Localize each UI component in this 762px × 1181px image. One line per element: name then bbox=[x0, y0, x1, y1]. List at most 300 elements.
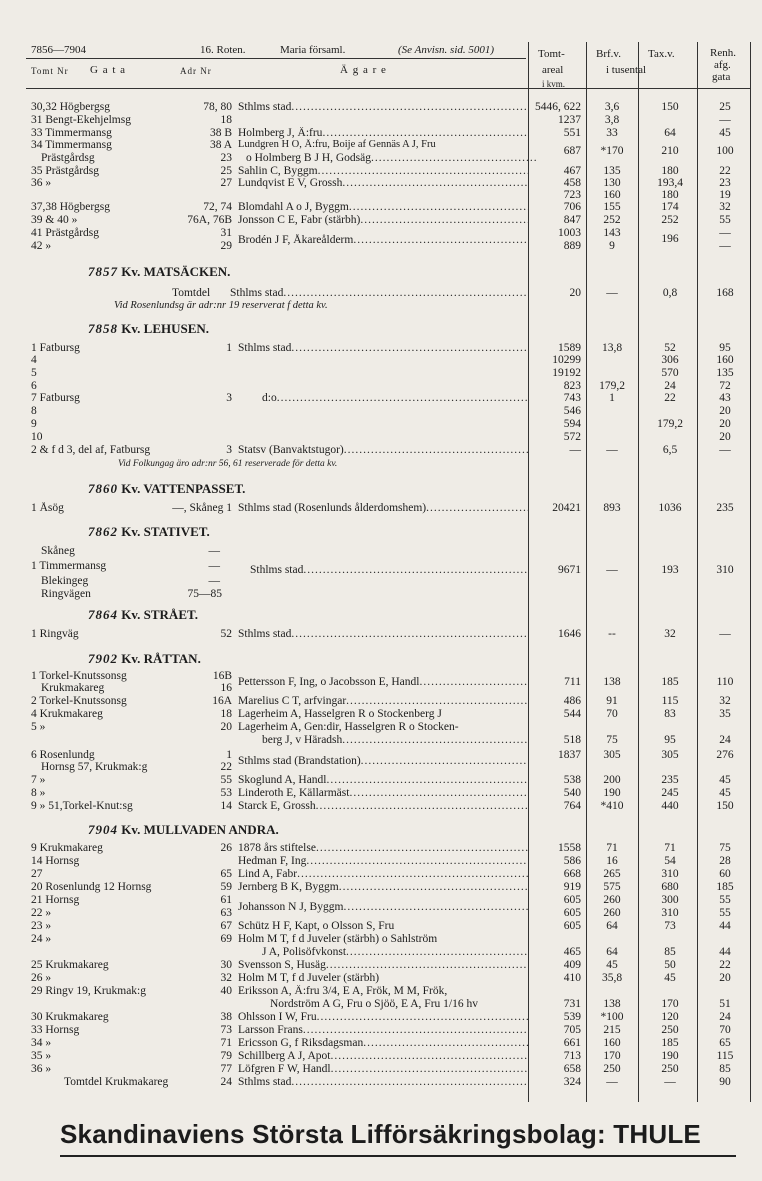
brf-value: 190 bbox=[603, 787, 621, 799]
renh-value: 276 bbox=[716, 749, 734, 761]
brf-value: — bbox=[606, 1076, 618, 1088]
table-row bbox=[0, 101, 762, 113]
brf-value: *410 bbox=[600, 800, 624, 812]
address-number: 3 bbox=[226, 392, 232, 404]
table-row bbox=[0, 560, 762, 576]
col-tomtareal-3: i kvm. bbox=[542, 79, 566, 89]
tax-value: 120 bbox=[661, 1011, 679, 1023]
address-number: 38 A bbox=[209, 139, 232, 151]
owner: Sthlms stad ..... bbox=[238, 101, 528, 113]
address-number: 18 bbox=[220, 708, 232, 720]
street: 1 Ringväg bbox=[31, 628, 79, 640]
street: 31 Bengt-Ekehjelmsg bbox=[31, 114, 131, 126]
address-number: 23 bbox=[220, 152, 232, 164]
renh-value: 20 bbox=[719, 972, 731, 984]
tax-value: 680 bbox=[661, 881, 679, 893]
section-heading bbox=[88, 822, 279, 838]
street: 4 Krukmakareg bbox=[31, 708, 103, 720]
brf-value: *170 bbox=[600, 145, 624, 157]
street: Tomtdel Krukmakareg bbox=[64, 1076, 169, 1088]
address-number: 67 bbox=[220, 920, 232, 932]
brf-value: 200 bbox=[603, 774, 621, 786]
brf-value: 215 bbox=[603, 1024, 621, 1036]
brf-value: 3,8 bbox=[604, 114, 620, 126]
street: 8 bbox=[31, 405, 37, 417]
renh-value: 115 bbox=[716, 1050, 734, 1062]
tomtareal: 467 bbox=[563, 165, 581, 177]
thule-advertisement: Skandinaviens Största Lifförsäkringsbolag: THULE bbox=[60, 1119, 701, 1149]
brf-value: 91 bbox=[606, 695, 618, 707]
owner: Sahlin C, Byggm ..... bbox=[238, 165, 528, 177]
tax-value: 210 bbox=[661, 145, 679, 157]
tomtareal: 458 bbox=[563, 177, 581, 189]
tax-value: 73 bbox=[664, 920, 676, 932]
address-number: 55 bbox=[220, 774, 232, 786]
brf-value: 33 bbox=[606, 127, 618, 139]
section-heading bbox=[88, 607, 198, 623]
owner: Marelius C T, arfvingar ..... bbox=[238, 695, 528, 707]
table-row bbox=[0, 901, 762, 919]
renh-value: 22 bbox=[719, 165, 731, 177]
tomtareal: — bbox=[569, 444, 581, 456]
brf-value: 143 bbox=[603, 227, 621, 239]
street: 9 » 51,Torkel-Knut:sg bbox=[31, 800, 133, 812]
section-title: Kv. MULLVADEN ANDRA. bbox=[121, 822, 279, 837]
owner: d:o ..... bbox=[262, 392, 528, 404]
col-taxv: Tax.v. bbox=[648, 48, 675, 60]
address-number: 25 bbox=[220, 165, 232, 177]
tomtareal: 713 bbox=[563, 1050, 581, 1062]
address-number: 59 bbox=[220, 881, 232, 893]
street: 20 Rosenlundg 12 Hornsg bbox=[31, 881, 152, 893]
address-number: 52 bbox=[220, 628, 232, 640]
brf-value: 130 bbox=[603, 177, 621, 189]
tax-value: 52 bbox=[664, 342, 676, 354]
address-number: 78, 80 bbox=[203, 101, 232, 113]
tomtareal: 572 bbox=[563, 431, 581, 443]
renh-value: 135 bbox=[716, 367, 734, 379]
renh-value: 44 bbox=[719, 946, 731, 958]
col-itusental: i tusental bbox=[606, 64, 647, 76]
tomtareal: 5446, 622 bbox=[535, 101, 581, 113]
street: 35 Prästgårdsg bbox=[31, 165, 100, 177]
owner: Larsson Frans ..... bbox=[238, 1024, 528, 1036]
renh-value: 44 bbox=[719, 920, 731, 932]
table-row bbox=[0, 588, 762, 600]
tax-value: 235 bbox=[661, 774, 679, 786]
table-row bbox=[0, 287, 762, 299]
tax-value: 150 bbox=[661, 101, 679, 113]
tax-value: 115 bbox=[661, 695, 679, 707]
table-row bbox=[0, 444, 762, 456]
owner: Lundqvist E V, Grossh ..... bbox=[238, 177, 528, 189]
owner: Sthlms stad ..... bbox=[238, 628, 528, 640]
renh-value: 100 bbox=[716, 145, 734, 157]
renh-value: 235 bbox=[716, 502, 734, 514]
address-number: 65 bbox=[220, 868, 232, 880]
owner: Schillberg A J, Apot ..... bbox=[238, 1050, 528, 1062]
table-row bbox=[0, 392, 762, 404]
owner: Svensson S, Husäg ..... bbox=[238, 959, 528, 971]
table-row bbox=[0, 545, 762, 557]
brf-value: 260 bbox=[603, 894, 621, 906]
section-number: 7857 bbox=[88, 264, 118, 279]
street: 6 Rosenlundg bbox=[31, 749, 95, 761]
col-tomtareal-1: Tomt- bbox=[538, 48, 565, 60]
address-number: 31 bbox=[220, 227, 232, 239]
brf-value: 138 bbox=[603, 676, 621, 688]
tomtareal: 687 bbox=[563, 145, 581, 157]
section-title: Kv. MATSÄCKEN. bbox=[121, 264, 231, 279]
table-row bbox=[0, 1024, 762, 1036]
owner: Jonsson C E, Fabr (stärbh) ..... bbox=[238, 214, 528, 226]
owner: Holm M T, f d Juveler (stärbh) bbox=[238, 972, 380, 984]
table-row bbox=[0, 787, 762, 799]
brf-value: 3,6 bbox=[604, 101, 620, 113]
street: 37,38 Högbergsg bbox=[31, 201, 111, 213]
col-renh-2: afg. bbox=[714, 59, 731, 71]
section-note: Vid Folkungag äro adr:nr 56, 61 reserverade för detta kv. bbox=[118, 459, 338, 469]
renh-value: 110 bbox=[716, 676, 734, 688]
brf-value: 9 bbox=[609, 240, 615, 252]
street: 1 Åsög bbox=[31, 502, 64, 514]
address-number: 16B bbox=[212, 670, 232, 682]
renh-value: — bbox=[719, 114, 731, 126]
tax-value: 193,4 bbox=[657, 177, 683, 189]
renh-value: 75 bbox=[719, 842, 731, 854]
brf-value: 70 bbox=[606, 708, 618, 720]
brf-value: 75 bbox=[606, 734, 618, 746]
street: Blekingeg bbox=[41, 575, 89, 587]
renh-value: — bbox=[719, 628, 731, 640]
tomtareal: 546 bbox=[563, 405, 581, 417]
brf-value: 64 bbox=[606, 920, 618, 932]
address-number: 40 bbox=[220, 985, 232, 997]
address-number: 76A, 76B bbox=[187, 214, 232, 226]
tomtareal: 1837 bbox=[558, 749, 581, 761]
brf-value: — bbox=[606, 287, 618, 299]
renh-value: 90 bbox=[719, 1076, 731, 1088]
street: 24 » bbox=[31, 933, 52, 945]
table-row bbox=[0, 405, 762, 417]
tax-value: 6,5 bbox=[662, 444, 678, 456]
street: 2 & f d 3, del af, Fatbursg bbox=[31, 444, 151, 456]
owner: Lind A, Fabr ..... bbox=[238, 868, 528, 880]
owner: Sthlms stad (Rosenlunds ålderdomshem) ..... bbox=[238, 502, 528, 514]
table-row bbox=[0, 127, 762, 139]
address-number: 24 bbox=[220, 1076, 232, 1088]
address-number: 29 bbox=[220, 240, 232, 252]
col-adrnr: Adr Nr bbox=[180, 66, 212, 76]
section-heading bbox=[88, 321, 209, 337]
table-row bbox=[0, 761, 762, 773]
address-number: 61 bbox=[220, 894, 232, 906]
tax-value: 174 bbox=[661, 201, 679, 213]
brf-value: 16 bbox=[606, 855, 618, 867]
section-heading bbox=[88, 264, 230, 280]
renh-value: 60 bbox=[719, 868, 731, 880]
tax-value: 310 bbox=[661, 907, 679, 919]
tomtareal: 661 bbox=[563, 1037, 581, 1049]
renh-value: 51 bbox=[719, 998, 731, 1010]
brf-value: 71 bbox=[606, 842, 618, 854]
table-row bbox=[0, 695, 762, 707]
owner: Lagerheim A, Gen:dir, Hasselgren R o Stocken- bbox=[238, 721, 459, 733]
renh-value: 168 bbox=[716, 287, 734, 299]
brf-value: 1 bbox=[609, 392, 615, 404]
tax-value: — bbox=[664, 1076, 676, 1088]
tomtareal: 594 bbox=[563, 418, 581, 430]
street: 34 Timmermansg bbox=[31, 139, 112, 151]
address-number: 75—85 bbox=[187, 588, 222, 600]
owner: Starck E, Grossh ..... bbox=[238, 800, 528, 812]
brf-value: — bbox=[606, 564, 618, 576]
street: 35 » bbox=[31, 1050, 52, 1062]
owner: berg J, v Häradsh ..... bbox=[262, 734, 528, 746]
renh-value: 72 bbox=[719, 380, 731, 392]
renh-value: 24 bbox=[719, 734, 731, 746]
brf-value: 45 bbox=[606, 959, 618, 971]
address-number: 1 bbox=[226, 342, 232, 354]
table-row bbox=[0, 431, 762, 443]
table-row bbox=[0, 985, 762, 997]
brf-value: 260 bbox=[603, 907, 621, 919]
owner: J A, Polisöfvkonst ..... bbox=[262, 946, 528, 958]
brf-value: 179,2 bbox=[599, 380, 625, 392]
tax-value: 170 bbox=[661, 998, 679, 1010]
owner: Sthlms stad ..... bbox=[238, 1076, 528, 1088]
table-row bbox=[0, 998, 762, 1010]
section-number: 7864 bbox=[88, 607, 118, 622]
table-row bbox=[0, 575, 762, 587]
tomtareal: 586 bbox=[563, 855, 581, 867]
table-row bbox=[0, 201, 762, 213]
section-title: Kv. STATIVET. bbox=[121, 524, 210, 539]
tomtareal: 538 bbox=[563, 774, 581, 786]
tomtareal: 410 bbox=[563, 972, 581, 984]
address-number: 26 bbox=[220, 842, 232, 854]
address-number: 38 bbox=[220, 1011, 232, 1023]
table-row bbox=[0, 367, 762, 379]
table-row bbox=[0, 502, 762, 514]
tax-value: 305 bbox=[661, 749, 679, 761]
renh-value: 32 bbox=[719, 695, 731, 707]
renh-value: 35 bbox=[719, 708, 731, 720]
tax-value: 0,8 bbox=[662, 287, 678, 299]
tax-value: 300 bbox=[661, 894, 679, 906]
header-note: (Se Anvisn. sid. 5001) bbox=[398, 44, 495, 56]
tomtareal: 1558 bbox=[558, 842, 581, 854]
renh-value: 25 bbox=[719, 101, 731, 113]
tomtareal: 919 bbox=[563, 881, 581, 893]
renh-value: 85 bbox=[719, 1063, 731, 1075]
tax-value: 50 bbox=[664, 959, 676, 971]
street: 14 Hornsg bbox=[31, 855, 80, 867]
table-row bbox=[0, 721, 762, 733]
header-top-rule bbox=[26, 58, 526, 59]
table-row bbox=[0, 152, 762, 164]
tomtareal: 324 bbox=[563, 1076, 581, 1088]
tomtareal: 1003 bbox=[558, 227, 581, 239]
section-number: 7904 bbox=[88, 822, 118, 837]
section-number: 7862 bbox=[88, 524, 118, 539]
table-row bbox=[0, 342, 762, 354]
street: 26 » bbox=[31, 972, 52, 984]
table-row bbox=[0, 177, 762, 189]
brf-value: 250 bbox=[603, 1063, 621, 1075]
table-row bbox=[0, 868, 762, 880]
tomtareal: 823 bbox=[563, 380, 581, 392]
table-row bbox=[0, 165, 762, 177]
owner: Holmberg J, Ä:fru ..... bbox=[238, 127, 528, 139]
tax-value: 180 bbox=[661, 189, 679, 201]
brf-value: — bbox=[606, 444, 618, 456]
tax-value: 24 bbox=[664, 380, 676, 392]
tax-value: 1036 bbox=[658, 502, 682, 514]
table-row bbox=[0, 708, 762, 720]
tax-value: 250 bbox=[661, 1063, 679, 1075]
address-number: 22 bbox=[220, 761, 232, 773]
tomtareal: 711 bbox=[564, 676, 581, 688]
tomtareal: 723 bbox=[563, 189, 581, 201]
renh-value: 150 bbox=[716, 800, 734, 812]
table-row bbox=[0, 959, 762, 971]
table-row bbox=[0, 933, 762, 945]
owner: Statsv (Banvaktstugor) ..... bbox=[238, 444, 528, 456]
col-gata: G a t a bbox=[90, 64, 127, 76]
owner: Lundgren H O, Ä:fru, Boije af Gennäs A J, Fru bbox=[238, 139, 436, 150]
col-renh-1: Renh. bbox=[710, 47, 736, 59]
address-number: 27 bbox=[220, 177, 232, 189]
address-number: 30 bbox=[220, 959, 232, 971]
tax-value: 570 bbox=[661, 367, 679, 379]
street: 36 » bbox=[31, 1063, 52, 1075]
street: 27 bbox=[31, 868, 43, 880]
tomtareal: 668 bbox=[563, 868, 581, 880]
street: Krukmakareg bbox=[41, 682, 105, 694]
renh-value: 20 bbox=[719, 431, 731, 443]
renh-value: 70 bbox=[719, 1024, 731, 1036]
address-number: 18 bbox=[220, 114, 232, 126]
street: 9 bbox=[31, 418, 37, 430]
brf-value: 64 bbox=[606, 946, 618, 958]
renh-value: 22 bbox=[719, 959, 731, 971]
tax-value: 193 bbox=[661, 564, 679, 576]
brf-value: 265 bbox=[603, 868, 621, 880]
parish: Maria församl. bbox=[280, 44, 346, 56]
renh-value: 23 bbox=[719, 177, 731, 189]
street: 33 Hornsg bbox=[31, 1024, 80, 1036]
street: Prästgårdsg bbox=[41, 152, 95, 164]
tax-value: 32 bbox=[664, 628, 676, 640]
address-number: 71 bbox=[220, 1037, 232, 1049]
owner: Sthlms stad (Brandstation) ..... bbox=[238, 755, 528, 767]
street: 21 Hornsg bbox=[31, 894, 80, 906]
owner: Sthlms stad ..... bbox=[250, 564, 528, 576]
district: 16. Roten. bbox=[200, 44, 246, 56]
tomtareal: 20 bbox=[569, 287, 581, 299]
renh-value: 45 bbox=[719, 774, 731, 786]
section-title: Kv. STRÅET. bbox=[121, 607, 198, 622]
brf-value: 155 bbox=[603, 201, 621, 213]
address-number: 32 bbox=[220, 972, 232, 984]
table-row bbox=[0, 114, 762, 126]
section-heading bbox=[88, 481, 245, 497]
owner: Linderoth E, Källarmäst ..... bbox=[238, 787, 528, 799]
table-row bbox=[0, 842, 762, 854]
tomtareal: 409 bbox=[563, 959, 581, 971]
table-row bbox=[0, 800, 762, 812]
table-row bbox=[0, 1037, 762, 1049]
street: 10 bbox=[31, 431, 43, 443]
address-number: 20 bbox=[220, 721, 232, 733]
table-row bbox=[0, 354, 762, 366]
owner: Nordström A G, Fru o Sjöö, E A, Fru 1/16 hv bbox=[270, 998, 478, 1010]
section-number: 7902 bbox=[88, 651, 118, 666]
brf-value: 575 bbox=[603, 881, 621, 893]
table-row bbox=[0, 881, 762, 893]
renh-value: 28 bbox=[719, 855, 731, 867]
col-agare: Ä g a r e bbox=[340, 64, 387, 76]
brf-value: 160 bbox=[603, 189, 621, 201]
table-row bbox=[0, 628, 762, 640]
col-tomtnr: Tomt Nr bbox=[31, 66, 69, 76]
tax-value: 185 bbox=[661, 676, 679, 688]
tomtareal: 764 bbox=[563, 800, 581, 812]
tomtareal: 605 bbox=[563, 907, 581, 919]
tomtareal: 706 bbox=[563, 201, 581, 213]
tax-value: 71 bbox=[664, 842, 676, 854]
owner: Pettersson F, Ing, o Jacobsson E, Handl ..... bbox=[238, 676, 528, 688]
brf-value: *100 bbox=[600, 1011, 624, 1023]
renh-value: 185 bbox=[716, 881, 734, 893]
owner: Jernberg B K, Byggm ..... bbox=[238, 881, 528, 893]
tax-value: 185 bbox=[661, 1037, 679, 1049]
header-rule bbox=[26, 88, 750, 89]
section-note: Vid Rosenlundsg är adr:nr 19 reserverat f detta kv. bbox=[114, 300, 328, 311]
tomtareal: 539 bbox=[563, 1011, 581, 1023]
street: 7 » bbox=[31, 774, 46, 786]
owner: Löfgren F W, Handl ..... bbox=[238, 1063, 528, 1075]
tax-value: 22 bbox=[664, 392, 676, 404]
section-title: Kv. LEHUSEN. bbox=[121, 321, 210, 336]
tax-value: 180 bbox=[661, 165, 679, 177]
table-row bbox=[0, 920, 762, 932]
street: 9 Krukmakareg bbox=[31, 842, 103, 854]
tomtareal: 1646 bbox=[558, 628, 581, 640]
tomtareal: 743 bbox=[563, 392, 581, 404]
tomtareal: 705 bbox=[563, 1024, 581, 1036]
address-number: 38 B bbox=[209, 127, 232, 139]
owner: 1878 års stiftelse ..... bbox=[238, 842, 528, 854]
owner: Brodén J F, Åkareålderm ..... bbox=[238, 234, 528, 246]
col-tomtareal-2: areal bbox=[542, 64, 564, 76]
street: 5 bbox=[31, 367, 37, 379]
street: 7 Fatbursg bbox=[31, 392, 80, 404]
section-title: Kv. RÅTTAN. bbox=[121, 651, 201, 666]
renh-value: 20 bbox=[719, 418, 731, 430]
address-number: 77 bbox=[220, 1063, 232, 1075]
owner: o Holmberg B J H, Godsäg ..... bbox=[246, 152, 536, 164]
brf-value: 893 bbox=[603, 502, 621, 514]
table-row bbox=[0, 214, 762, 226]
street: 23 » bbox=[31, 920, 52, 932]
col-brfv: Brf.v. bbox=[596, 48, 621, 60]
renh-value: 55 bbox=[719, 907, 731, 919]
street: 1 Fatbursg bbox=[31, 342, 80, 354]
tax-value: 310 bbox=[661, 868, 679, 880]
address-number: — bbox=[208, 560, 220, 572]
